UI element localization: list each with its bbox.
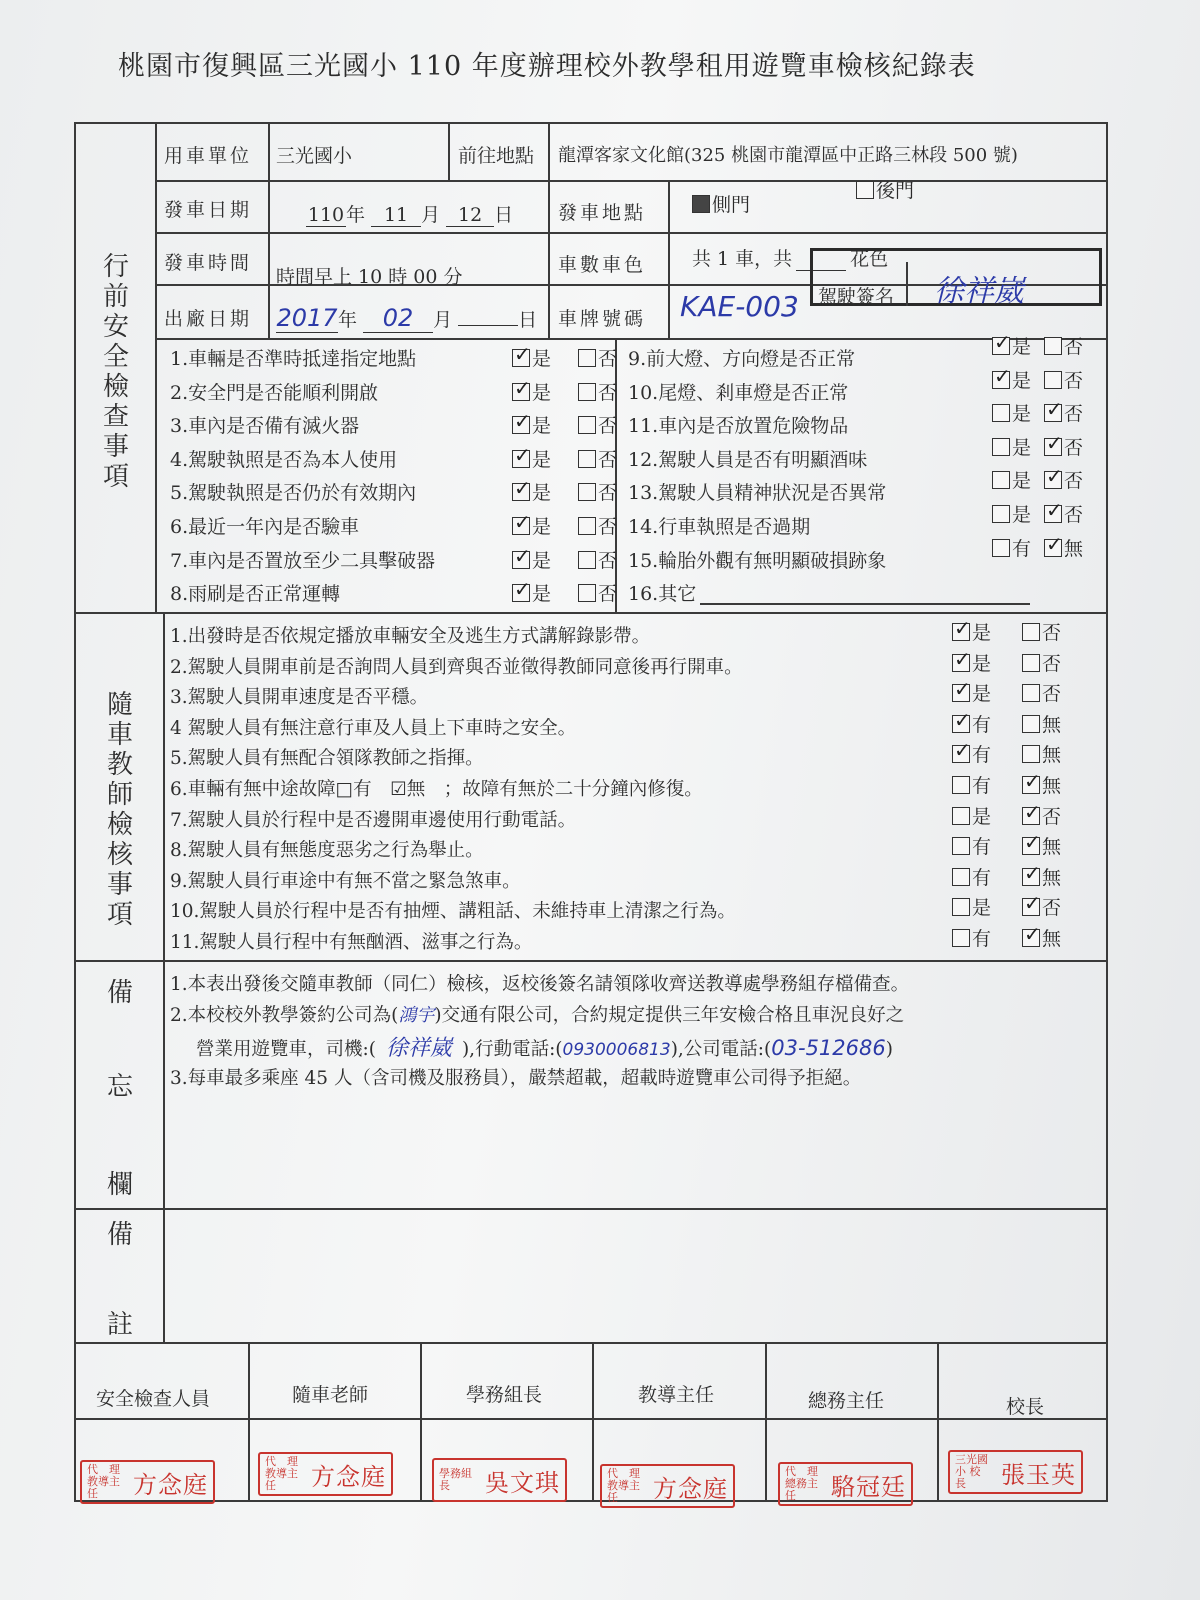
check-option — [512, 378, 551, 405]
section-memo-char: 忘 — [106, 1072, 133, 1102]
check-option — [952, 771, 991, 798]
option-label: 是 — [972, 805, 992, 828]
checkbox-checked[interactable] — [1044, 438, 1062, 456]
option-label: 否 — [598, 583, 618, 606]
company-handwritten: 鴻宇 — [398, 1005, 435, 1026]
driver-sign-label: 駕駛簽名 — [818, 286, 895, 308]
option-label: 無 — [1042, 713, 1062, 736]
time-label: 發車時間 — [164, 252, 253, 274]
check-option — [1022, 863, 1061, 890]
checkbox-checked[interactable] — [952, 654, 970, 672]
checkbox-checked[interactable] — [512, 584, 530, 602]
stamp-title: 學務組長 — [439, 1467, 472, 1492]
section-teacher-label: 隨 車 教 師 檢 核 事 項 — [106, 690, 133, 930]
option-label: 否 — [1042, 622, 1062, 644]
check-option — [992, 366, 1031, 393]
option-label: 否 — [598, 448, 618, 471]
option-label: 無 — [1042, 866, 1062, 889]
pre-trip-item: 2.安全門是否能順利開啟 — [170, 381, 379, 404]
option-label: 是 — [532, 448, 552, 471]
check-option — [512, 411, 551, 438]
checkbox-checked[interactable] — [1044, 471, 1062, 489]
option-label: 是 — [532, 549, 552, 572]
divider — [155, 122, 157, 612]
time-value: 時間早上 10 時 00 分 — [276, 266, 463, 288]
option-label: 否 — [598, 415, 618, 438]
check-option — [1022, 740, 1061, 767]
check-option — [952, 802, 991, 829]
checkbox[interactable] — [578, 584, 596, 602]
signoff-header: 安全檢查人員 — [96, 1388, 211, 1410]
checkbox[interactable] — [952, 776, 970, 794]
pre-trip-item: 14.行車執照是否過期 — [628, 516, 811, 538]
stamp-name: 方念庭 — [133, 1470, 208, 1499]
check-option — [512, 579, 551, 606]
option-label: 否 — [598, 381, 618, 404]
pre-trip-item: 10.尾燈、剎車燈是否正常 — [628, 381, 849, 404]
phone-handwritten: 0930006813 — [562, 1040, 671, 1060]
check-option — [952, 863, 991, 890]
check-option — [1044, 332, 1083, 359]
checkbox-checked[interactable] — [1044, 505, 1062, 523]
checkbox-checked[interactable] — [1022, 837, 1040, 855]
place-side-option — [692, 190, 750, 217]
check-option — [1044, 534, 1083, 561]
check-option — [1022, 710, 1061, 737]
option-label: 是 — [972, 683, 992, 706]
memo-line-3 — [196, 1031, 893, 1062]
stamp-title: 代 理 教導主任 — [265, 1455, 298, 1492]
form-title: 桃園市復興區三光國小 110 年度辦理校外教學租用遊覽車檢核紀錄表 — [118, 51, 976, 82]
checkbox-checked[interactable] — [952, 684, 970, 702]
section-pre-trip-label: 行 前 安 全 檢 查 事 項 — [102, 252, 129, 492]
signoff-header: 總務主任 — [808, 1390, 885, 1412]
option-label: 有 — [972, 836, 992, 859]
checkbox-checked[interactable] — [1044, 404, 1062, 422]
option-label: 否 — [598, 516, 618, 538]
option-label: 有 — [972, 775, 992, 797]
checkbox-checked[interactable] — [512, 517, 530, 535]
check-option — [1022, 802, 1061, 829]
checkbox[interactable] — [1022, 715, 1040, 733]
factory-year-char: 年 — [338, 309, 358, 331]
option-label: 是 — [532, 516, 552, 538]
checkbox-checked[interactable] — [992, 371, 1010, 389]
date-day-char: 日 — [494, 204, 514, 226]
driver-signature: 徐祥崴 — [934, 274, 1024, 309]
checkbox-checked[interactable] — [952, 715, 970, 733]
option-label: 否 — [1064, 403, 1084, 426]
count-label: 車數車色 — [558, 254, 647, 276]
check-option — [578, 512, 617, 539]
option-label: 否 — [1064, 504, 1084, 526]
stamp-title: 代 理 教導主任 — [87, 1463, 120, 1500]
color-text: 花色 — [850, 248, 889, 270]
factory-label: 出廠日期 — [164, 308, 253, 330]
check-option — [952, 893, 991, 920]
teacher-check-item: 8.駕駛人員有無態度惡劣之行為舉止。 — [170, 840, 484, 862]
option-label: 無 — [1042, 836, 1062, 859]
check-option — [952, 832, 991, 859]
stamp-name: 方念庭 — [653, 1474, 728, 1503]
divider — [163, 612, 165, 1342]
teacher-check-item: 9.駕駛人員行車途中有無不當之緊急煞車。 — [170, 870, 521, 892]
checkbox[interactable] — [578, 416, 596, 434]
checkbox[interactable] — [578, 450, 596, 468]
option-label: 是 — [972, 652, 992, 675]
checkbox[interactable] — [992, 471, 1010, 489]
checkbox-checked[interactable] — [512, 383, 530, 401]
check-option — [952, 924, 991, 951]
memo-line-2 — [170, 1001, 904, 1027]
count-text: 共 1 車，共 — [692, 248, 793, 270]
place-side-text: 側門 — [712, 194, 751, 216]
checkbox[interactable] — [1022, 745, 1040, 763]
divider — [74, 1418, 1108, 1420]
checkbox-checked[interactable] — [512, 349, 530, 367]
option-label: 是 — [1012, 436, 1032, 459]
checkbox[interactable] — [578, 349, 596, 367]
option-label: 是 — [1012, 504, 1032, 526]
memo-text: ),行動電話:( — [461, 1039, 563, 1060]
check-option — [578, 478, 617, 505]
check-option — [512, 478, 551, 505]
teacher-check-item: 4 駕駛人員有無注意行車及人員上下車時之安全。 — [170, 717, 577, 739]
pre-trip-item: 15.輪胎外觀有無明顯破損跡象 — [628, 549, 887, 572]
option-label: 有 — [972, 713, 992, 736]
factory-month: 02 — [363, 304, 433, 333]
factory-day-char: 日 — [518, 309, 538, 331]
divider — [248, 1342, 250, 1502]
pre-trip-item: 6.最近一年內是否驗車 — [170, 516, 360, 538]
check-option — [992, 433, 1031, 460]
stamp-name: 張玉英 — [1001, 1460, 1076, 1489]
option-label: 否 — [1042, 805, 1062, 828]
option-label: 是 — [532, 415, 552, 438]
option-label: 是 — [1012, 369, 1032, 392]
plate-label: 車牌號碼 — [558, 308, 647, 330]
stamp — [258, 1452, 393, 1496]
check-option — [952, 740, 991, 767]
divider — [668, 180, 670, 338]
check-option — [512, 546, 551, 573]
divider — [906, 262, 908, 306]
divider — [548, 122, 550, 338]
signoff-header: 教導主任 — [638, 1384, 715, 1406]
check-option — [952, 649, 991, 676]
option-label: 是 — [532, 583, 552, 606]
option-label: 否 — [1042, 897, 1062, 920]
date-label: 發車日期 — [164, 199, 253, 221]
option-label: 有 — [972, 744, 992, 767]
memo-line-4: 3.每車最多乘座 45 人（含司機及服務員），嚴禁超載，超載時遊覽車公司得予拒絕。 — [170, 1068, 862, 1089]
check-option — [992, 500, 1031, 527]
option-label: 是 — [1012, 403, 1032, 426]
section-remarks-char: 備 — [106, 1220, 133, 1250]
option-label: 是 — [532, 482, 552, 505]
check-option — [952, 710, 991, 737]
teacher-check-item: 6.車輛有無中途故障□有 ☑無 ；故障有無於二十分鐘內修復。 — [170, 779, 703, 800]
stamp-title: 三光國小 校 長 — [955, 1453, 992, 1490]
check-option — [578, 411, 617, 438]
option-label: 是 — [972, 897, 992, 920]
check-option — [1022, 832, 1061, 859]
checkbox-checked[interactable] — [1022, 898, 1040, 916]
option-label: 有 — [972, 866, 992, 889]
destination-label: 前往地點 — [458, 145, 535, 167]
checkbox-checked[interactable] — [1022, 868, 1040, 886]
divider — [765, 1342, 767, 1502]
divider — [592, 1342, 594, 1502]
checkbox-checked[interactable] — [1022, 929, 1040, 947]
checkbox[interactable] — [992, 438, 1010, 456]
option-label: 否 — [1064, 436, 1084, 459]
option-label: 否 — [598, 549, 618, 572]
signoff-header: 校長 — [1006, 1396, 1045, 1418]
plate-value: KAE-003 — [680, 290, 799, 323]
signoff-header: 隨車老師 — [292, 1384, 369, 1406]
date-day: 12 — [446, 204, 494, 227]
divider — [155, 180, 1108, 182]
stamp — [948, 1450, 1083, 1494]
check-option — [992, 466, 1031, 493]
checkbox[interactable] — [952, 837, 970, 855]
teacher-check-item: 7.駕駛人員於行程中是否邊開車邊使用行動電話。 — [170, 809, 577, 831]
checkbox[interactable] — [578, 383, 596, 401]
place-label: 發車地點 — [558, 202, 647, 224]
checkbox-filled[interactable] — [692, 195, 710, 213]
checkbox[interactable] — [1044, 337, 1062, 355]
teacher-check-item: 3.駕駛人員開車速度是否平穩。 — [170, 687, 429, 709]
divider — [74, 1208, 1108, 1210]
check-option — [1022, 618, 1061, 645]
stamp-title: 代 理 教導主任 — [607, 1467, 640, 1504]
check-option — [512, 445, 551, 472]
checkbox[interactable] — [952, 868, 970, 886]
factory-year: 2017 — [276, 304, 338, 332]
memo-line-1: 1.本表出發後交隨車教師（同仁）檢核，返校後簽名請領隊收齊送教導處學務組存檔備查。 — [170, 974, 910, 995]
option-label: 是 — [1012, 336, 1032, 358]
divider — [74, 960, 1108, 962]
option-label: 是 — [532, 348, 552, 370]
divider — [74, 1342, 1108, 1344]
check-option — [578, 546, 617, 573]
checkbox[interactable] — [1022, 623, 1040, 641]
factory-day — [458, 325, 518, 326]
checkbox[interactable] — [952, 929, 970, 947]
checkbox-checked[interactable] — [512, 450, 530, 468]
memo-text: ) — [885, 1039, 893, 1060]
checkbox[interactable] — [578, 551, 596, 569]
memo-text: 2.本校校外教學簽約公司為( — [170, 1005, 399, 1026]
checkbox-checked[interactable] — [952, 623, 970, 641]
check-option — [952, 618, 991, 645]
stamp-name: 駱冠廷 — [831, 1472, 906, 1501]
section-remarks-char: 註 — [106, 1310, 133, 1340]
checkbox[interactable] — [992, 539, 1010, 557]
memo-text: ),公司電話:( — [670, 1039, 772, 1060]
checkbox-checked[interactable] — [952, 745, 970, 763]
check-option — [578, 579, 617, 606]
teacher-check-item: 11.駕駛人員行程中有無酗酒、滋事之行為。 — [170, 932, 533, 953]
option-label: 有 — [1012, 537, 1032, 560]
check-option — [952, 679, 991, 706]
option-label: 否 — [1042, 683, 1062, 706]
teacher-check-item: 1.出發時是否依規定播放車輛安全及逃生方式講解錄影帶。 — [170, 626, 651, 647]
divider — [268, 122, 270, 338]
check-option — [1044, 399, 1083, 426]
place-back-option — [856, 176, 914, 203]
checkbox[interactable] — [952, 898, 970, 916]
pre-trip-item: 1.車輛是否準時抵達指定地點 — [170, 348, 417, 370]
check-option — [1044, 466, 1083, 493]
factory-month-char: 月 — [433, 309, 453, 331]
option-label: 無 — [1042, 744, 1062, 767]
pre-trip-item: 12.駕駛人員是否有明顯酒味 — [628, 448, 868, 471]
option-label: 否 — [598, 348, 618, 370]
departure-date — [306, 200, 513, 227]
check-option — [1044, 433, 1083, 460]
factory-date — [276, 304, 537, 333]
divider — [155, 338, 1108, 340]
stamp-title: 代 理 總務主任 — [785, 1465, 818, 1502]
checkbox-checked[interactable] — [512, 416, 530, 434]
pre-trip-item: 11.車內是否放置危險物品 — [628, 415, 849, 438]
check-option — [1022, 649, 1061, 676]
memo-text: )交通有限公司，合約規定提供三年安檢合格且車況良好之 — [434, 1005, 905, 1026]
pre-trip-item: 13.駕駛人員精神狀況是否異常 — [628, 482, 887, 505]
divider — [420, 1342, 422, 1502]
check-option — [578, 344, 617, 371]
divider — [155, 232, 1108, 234]
pre-trip-item: 9.前大燈、方向燈是否正常 — [628, 348, 856, 370]
signoff-header: 學務組長 — [466, 1384, 543, 1406]
check-option — [1022, 771, 1061, 798]
check-option — [1044, 366, 1083, 393]
stamp — [600, 1464, 735, 1508]
checkbox[interactable] — [992, 505, 1010, 523]
section-memo-char: 備 — [106, 978, 133, 1008]
teacher-check-item: 5.駕駛人員有無配合領隊教師之指揮。 — [170, 748, 484, 770]
checkbox-checked[interactable] — [1022, 807, 1040, 825]
check-option — [512, 344, 551, 371]
check-option — [992, 534, 1031, 561]
pre-trip-item: 4.駕駛執照是否為本人使用 — [170, 448, 398, 471]
option-label: 否 — [1042, 652, 1062, 675]
date-year: 110 — [307, 204, 345, 226]
unit-value: 三光國小 — [276, 145, 353, 167]
divider — [937, 1342, 939, 1502]
option-label: 無 — [1042, 928, 1062, 950]
divider — [448, 122, 450, 180]
checkbox-checked[interactable] — [992, 337, 1010, 355]
checkbox[interactable] — [1044, 371, 1062, 389]
checkbox[interactable] — [992, 404, 1010, 422]
checkbox[interactable] — [578, 483, 596, 501]
option-label: 否 — [1064, 470, 1084, 493]
stamp — [80, 1460, 215, 1504]
option-label: 是 — [532, 381, 552, 404]
destination-value: 龍潭客家文化館(325 桃園市龍潭區中正路三林段 500 號) — [558, 145, 1018, 166]
checkbox[interactable] — [1022, 684, 1040, 702]
checkbox[interactable] — [856, 181, 874, 199]
option-label: 否 — [1064, 369, 1084, 392]
option-label: 是 — [972, 622, 992, 644]
check-option — [992, 399, 1031, 426]
check-option — [1044, 500, 1083, 527]
checkbox-checked[interactable] — [512, 483, 530, 501]
pre-trip-item: 7.車內是否置放至少二具擊破器 — [170, 549, 436, 572]
pre-trip-item: 3.車內是否備有滅火器 — [170, 415, 360, 438]
place-back-text: 後門 — [876, 180, 915, 202]
teacher-check-item: 2.駕駛人員開車前是否詢問人員到齊與否並徵得教師同意後再行開車。 — [170, 656, 743, 678]
check-option — [1022, 679, 1061, 706]
stamp-name: 吳文琪 — [485, 1468, 560, 1497]
option-label: 否 — [1064, 336, 1084, 358]
stamp — [778, 1462, 913, 1506]
other-blank-line — [700, 603, 1030, 605]
option-label: 無 — [1042, 775, 1062, 797]
check-option — [1022, 893, 1061, 920]
check-option — [1022, 924, 1061, 951]
section-memo-char: 欄 — [106, 1170, 133, 1200]
unit-label: 用車單位 — [164, 145, 253, 167]
checkbox-checked[interactable] — [512, 551, 530, 569]
check-option — [578, 445, 617, 472]
check-option — [992, 332, 1031, 359]
stamp — [432, 1458, 567, 1502]
checkbox-checked[interactable] — [1044, 539, 1062, 557]
checkbox[interactable] — [1022, 654, 1040, 672]
teacher-check-item: 10.駕駛人員於行程中是否有抽煙、講粗話、未維持車上清潔之行為。 — [170, 901, 736, 923]
date-month-char: 月 — [421, 204, 441, 226]
divider — [74, 612, 1108, 614]
date-month: 11 — [371, 204, 421, 227]
option-label: 否 — [598, 482, 618, 505]
memo-text: 營業用遊覽車，司機:( — [196, 1039, 376, 1060]
pre-trip-item: 5.駕駛執照是否仍於有效期內 — [170, 482, 417, 505]
checkbox[interactable] — [578, 517, 596, 535]
pre-trip-item: 16.其它 — [628, 583, 697, 606]
pre-trip-item: 8.雨刷是否正常運轉 — [170, 583, 341, 606]
driver-handwritten: 徐祥崴 — [385, 1036, 452, 1061]
checkbox[interactable] — [952, 807, 970, 825]
option-label: 是 — [1012, 470, 1032, 493]
check-option — [512, 512, 551, 539]
option-label: 有 — [972, 928, 992, 950]
check-option — [578, 378, 617, 405]
checkbox-checked[interactable] — [1022, 776, 1040, 794]
date-year-char: 年 — [346, 204, 366, 226]
stamp-name: 方念庭 — [311, 1462, 386, 1491]
option-label: 無 — [1064, 537, 1084, 560]
office-phone-handwritten: 03-512686 — [771, 1036, 886, 1060]
